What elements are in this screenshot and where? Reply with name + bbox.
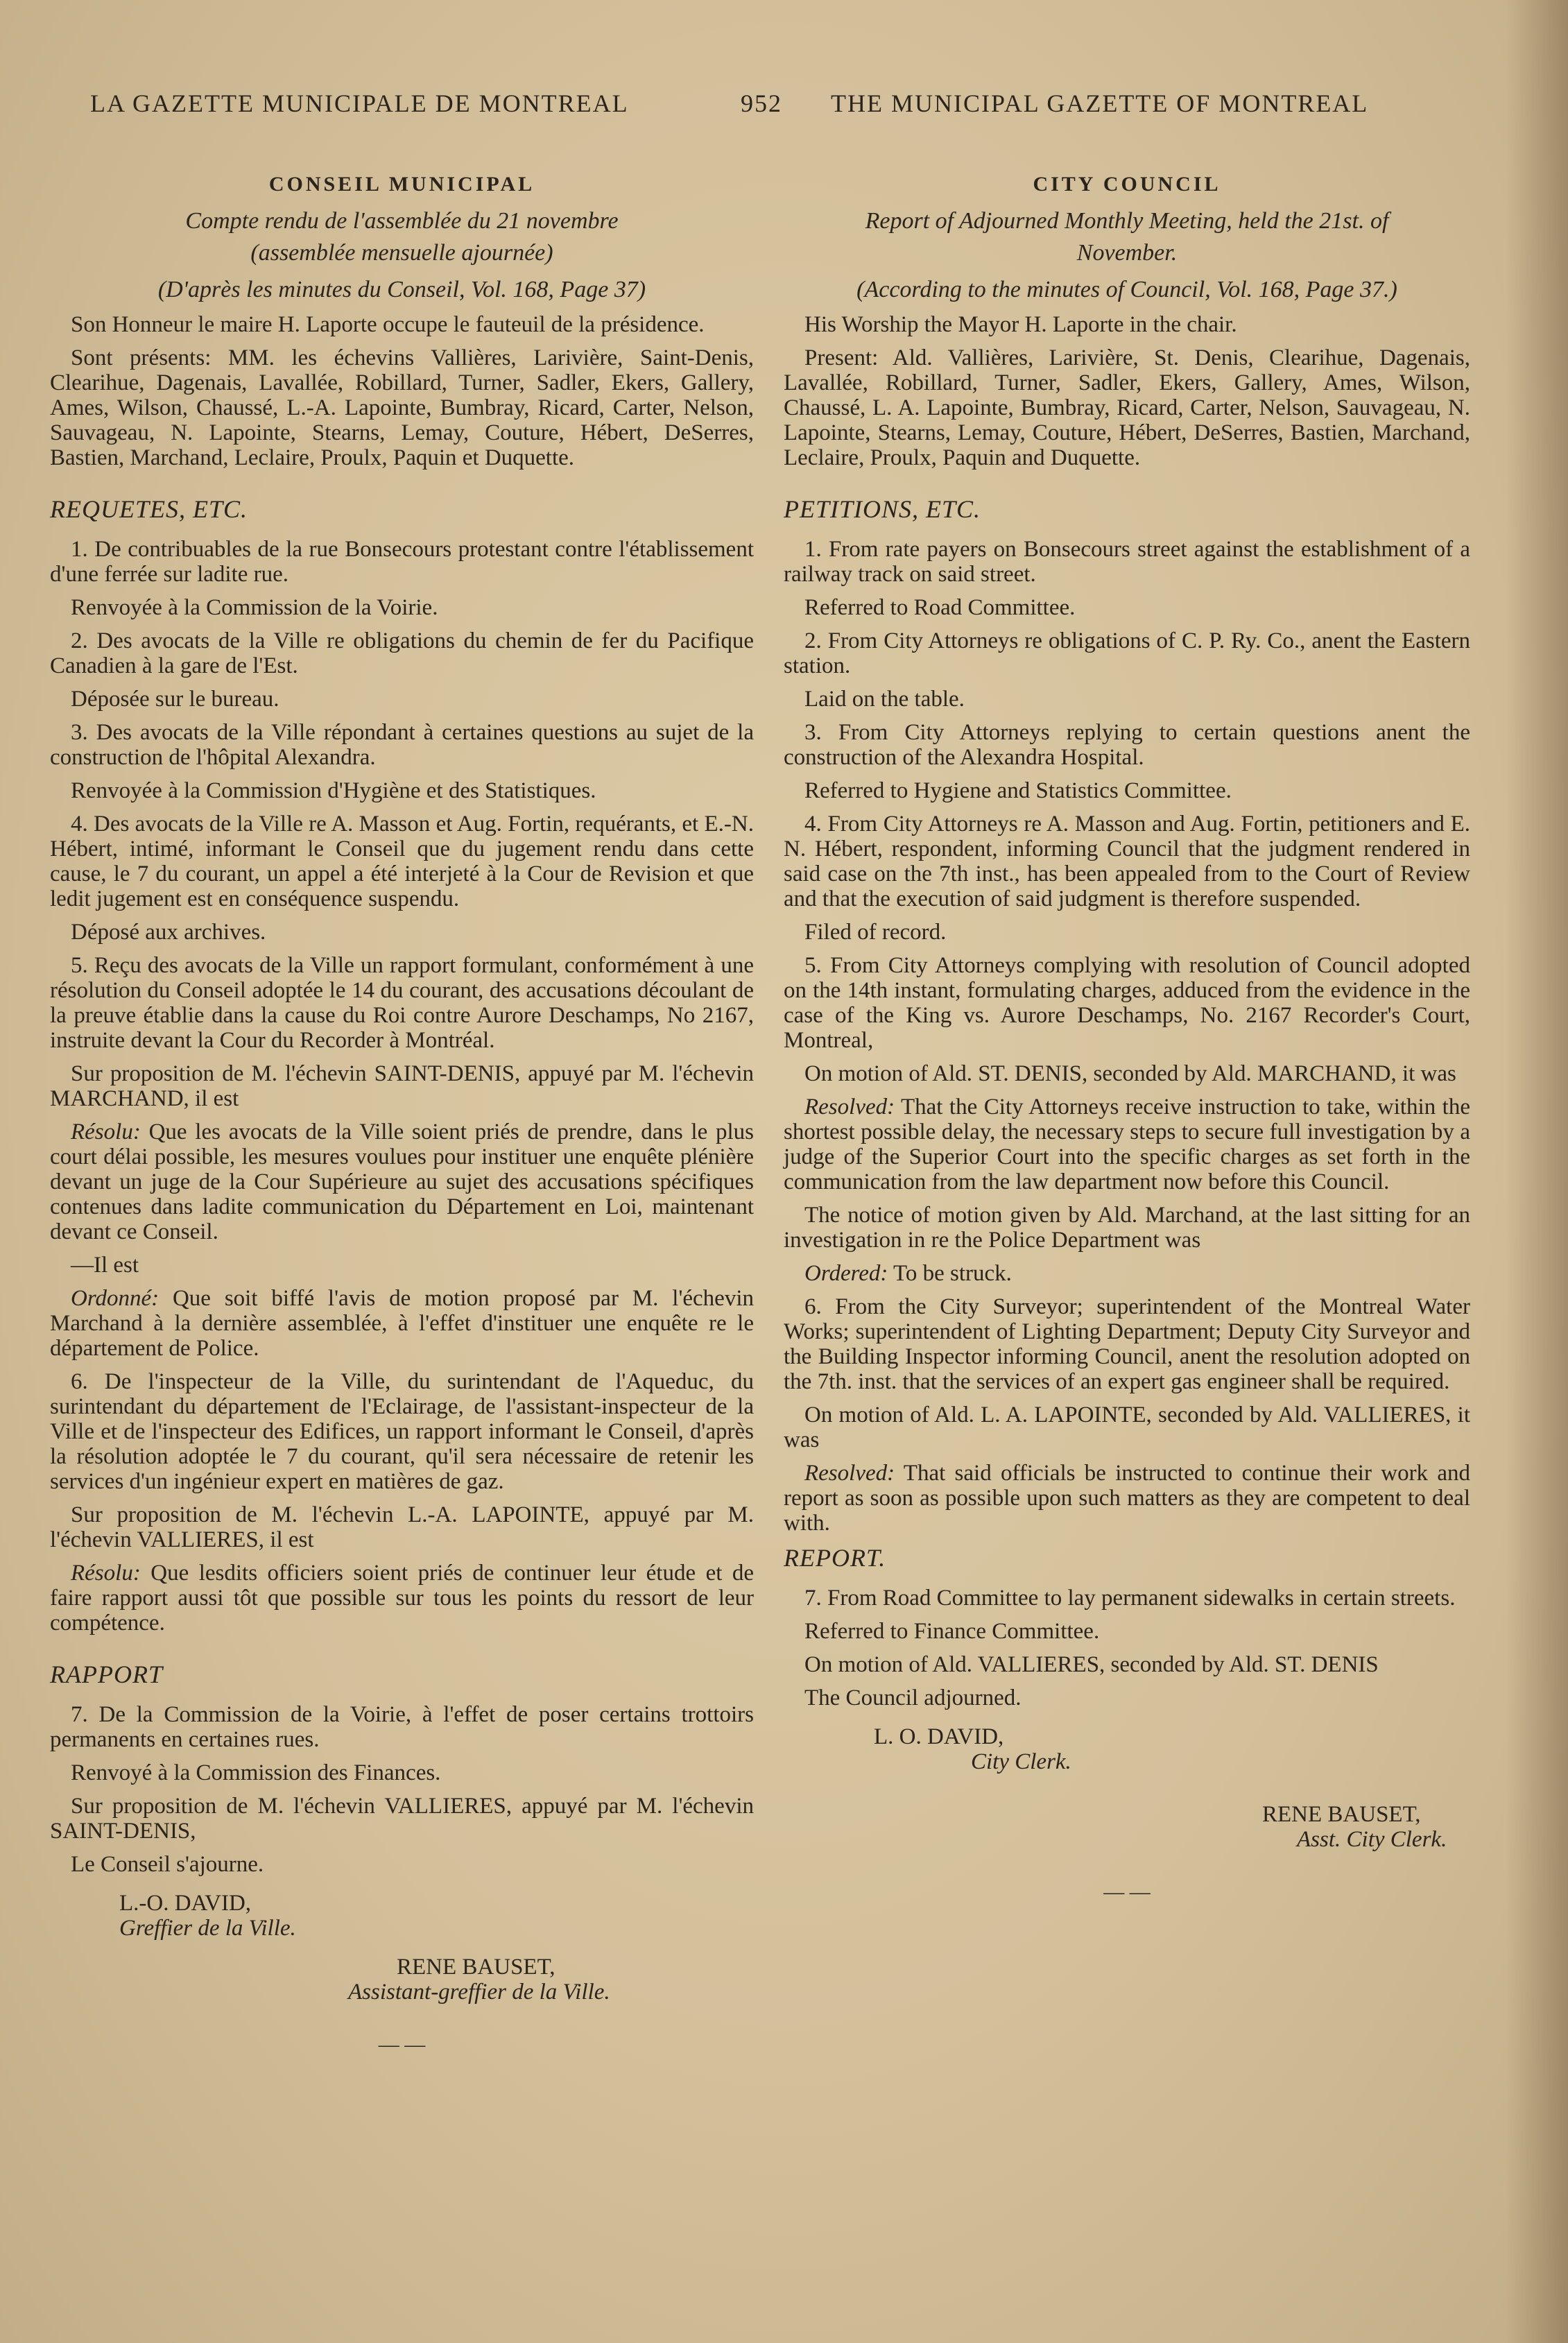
en-end-rule: — —	[1103, 1880, 1151, 1903]
en-council-title: CITY COUNCIL	[1033, 173, 1221, 196]
en-subtitle-2: November.	[1076, 240, 1178, 266]
fr-ordonne-label: Ordonné:	[71, 1286, 160, 1311]
fr-resolu-text-2: Que lesdits officiers soient priés de continuer leur étude et de faire rapport aussi tôt que possible sur tous les points du ressort de leur compétence.	[50, 1561, 754, 1636]
fr-signature-2-name: RENE BAUSET,	[397, 1955, 555, 1980]
fr-subtitle: Compte rendu de l'assemblée du 21 novembre	[185, 208, 619, 234]
en-item-5-resolution	[784, 1095, 1470, 1194]
en-signature-1-title: City Clerk.	[971, 1749, 1071, 1774]
page-edge-shadow	[1506, 0, 1568, 2343]
fr-adjourn: Le Conseil s'ajourne.	[71, 1852, 264, 1877]
en-item-6-motion: On motion of Ald. L. A. LAPOINTE, seconded by Ald. VALLIERES, it was	[784, 1402, 1470, 1452]
fr-item-4-action: Déposé aux archives.	[71, 920, 266, 945]
en-resolved-text-2: That said officials be instructed to continue their work and report as soon as possible upon such matters as they are competent to deal with.	[784, 1461, 1470, 1536]
en-item-7-motion: On motion of Ald. VALLIERES, seconded by Ald. ST. DENIS	[804, 1652, 1379, 1677]
en-present-list: Ald. Vallières, Larivière, St. Denis, Clearihue, Dagenais, Lavallée, Robillard, Turner, Sadler, Ekers, Gallery, Ames, Wilson, Chaussé, L. A. Lapointe, Bumbray, Ricard, Carter, Nelson, Sauvageau, N. Lapointe, Stearns, Lemay, Couture, Hébert, DeSerres, Bastien, Marchand, Leclaire, Proulx, Paquin and Duquette.	[784, 345, 1470, 470]
fr-signature-1-title: Greffier de la Ville.	[119, 1916, 296, 1941]
en-signature-1-name: L. O. DAVID,	[874, 1724, 1004, 1749]
en-section-report: REPORT.	[784, 1544, 886, 1572]
en-adjourn: The Council adjourned.	[804, 1685, 1022, 1710]
en-resolved-text: That the City Attorneys receive instruction to take, within the shortest possible delay, the necessary steps to secure full investigation by a judge of the Superior Court into the specific charges as set forth in the communication from the law department now before this Council.	[784, 1095, 1470, 1194]
en-ordered-text: To be struck.	[893, 1261, 1012, 1286]
en-item-3: 3. From City Attorneys replying to certain questions anent the construction of the Alexandra Hospital.	[784, 720, 1470, 770]
fr-item-1: 1. De contribuables de la rue Bonsecours protestant contre l'établissement d'une ferrée sur ladite rue.	[50, 537, 754, 587]
fr-il-est: —Il est	[71, 1253, 139, 1278]
fr-item-5: 5. Reçu des avocats de la Ville un rapport formulant, conformément à une résolution du Conseil adoptée le 14 du courant, des accusations découlant de la preuve établie dans la cause du Roi contre Aurore Deschamps, No 2167, instruite devant la Cour du Recorder à Montréal.	[50, 953, 754, 1053]
en-resolved-label: Resolved:	[804, 1095, 895, 1119]
page-number: 952	[741, 89, 782, 117]
fr-item-1-action: Renvoyée à la Commission de la Voirie.	[71, 595, 438, 620]
fr-signature-2-title: Assistant-greffier de la Ville.	[348, 1980, 610, 2005]
en-item-5-motion: On motion of Ald. ST. DENIS, seconded by Ald. MARCHAND, it was	[804, 1061, 1456, 1086]
fr-resolu-label-2: Résolu:	[71, 1561, 141, 1586]
en-section-petitions: PETITIONS, ETC.	[784, 495, 981, 523]
en-item-5: 5. From City Attorneys complying with resolution of Council adopted on the 14th instant, formulating charges, adduced from the evidence in the case of the King vs. Aurore Deschamps, No. 2167 Recorder's Court, Montreal,	[784, 953, 1470, 1053]
fr-ordonne	[50, 1286, 754, 1361]
fr-signature-1-name: L.-O. DAVID,	[119, 1891, 252, 1916]
en-item-7: 7. From Road Committee to lay permanent sidewalks in certain streets.	[804, 1586, 1456, 1611]
en-item-7-action: Referred to Finance Committee.	[804, 1619, 1100, 1644]
en-item-1: 1. From rate payers on Bonsecours street against the establishment of a railway track on said street.	[784, 537, 1470, 587]
en-subtitle: Report of Adjourned Monthly Meeting, held the 21st. of	[865, 208, 1389, 234]
en-item-4: 4. From City Attorneys re A. Masson and Aug. Fortin, petitioners and E. N. Hébert, respondent, informing Council that the judgment rendered in said case on the 7th inst., has been appealed from to the Court of Review and that the execution of said judgment is therefore suspended.	[784, 812, 1470, 911]
fr-ordonne-text: Que soit biffé l'avis de motion proposé par M. l'échevin Marchand à la dernière assemblée, à l'effet d'instituer une enquête re le département de Police.	[50, 1286, 754, 1361]
fr-section-rapport: RAPPORT	[50, 1660, 163, 1688]
fr-item-3: 3. Des avocats de la Ville répondant à certaines questions au sujet de la construction de l'hôpital Alexandra.	[50, 720, 754, 770]
fr-item-2-action: Déposée sur le bureau.	[71, 687, 279, 712]
fr-item-3-action: Renvoyée à la Commission d'Hygiène et des Statistiques.	[71, 778, 596, 803]
en-present-label: Present:	[804, 345, 879, 370]
en-present	[784, 345, 1470, 470]
fr-item-6-resolution	[50, 1561, 754, 1636]
en-resolved-label-2: Resolved:	[804, 1461, 895, 1486]
en-item-4-action: Filed of record.	[804, 920, 947, 945]
en-item-6: 6. From the City Surveyor; superintendent of the Montreal Water Works; superintendent of Lighting Department; Deputy City Surveyor and the Building Inspector informing Council, anent the resolution adopted on the 7th. inst. that the services of an expert gas engineer shall be required.	[784, 1294, 1470, 1394]
fr-resolu-text: Que les avocats de la Ville soient priés de prendre, dans le plus court délai possible, les mesures voulues pour instituer une enquête plénière devant un juge de la Cour Supérieure au sujet des accusations spécifiques contenues dans ladite communication du Département en Loi, maintenant devant ce Conseil.	[50, 1119, 755, 1244]
fr-item-7-action: Renvoyé à la Commission des Finances.	[71, 1760, 441, 1785]
fr-item-2: 2. Des avocats de la Ville re obligations du chemin de fer du Pacifique Canadien à la gare de l'Est.	[50, 628, 754, 678]
fr-item-5-resolution	[50, 1119, 754, 1244]
en-signature-2-title: Asst. City Clerk.	[1297, 1827, 1447, 1852]
en-source-note: (According to the minutes of Council, Vol. 168, Page 37.)	[856, 277, 1397, 302]
fr-council-title: CONSEIL MUNICIPAL	[268, 173, 535, 196]
en-signature-2-name: RENE BAUSET,	[1262, 1802, 1421, 1827]
fr-subtitle-2: (assemblée mensuelle ajournée)	[250, 240, 553, 266]
en-item-1-action: Referred to Road Committee.	[804, 595, 1076, 620]
fr-end-rule: — —	[378, 2033, 426, 2056]
en-item-2: 2. From City Attorneys re obligations of C. P. Ry. Co., anent the Eastern station.	[784, 628, 1470, 678]
fr-item-5-motion: Sur proposition de M. l'échevin SAINT-DENIS, appuyé par M. l'échevin MARCHAND, il est	[50, 1061, 754, 1111]
fr-item-6-motion: Sur proposition de M. l'échevin L.-A. LAPOINTE, appuyé par M. l'échevin VALLIERES, il est	[50, 1502, 754, 1552]
header-french-title: LA GAZETTE MUNICIPALE DE MONTREAL	[90, 89, 629, 117]
fr-source-note: (D'après les minutes du Conseil, Vol. 168, Page 37)	[157, 277, 646, 302]
fr-presents: Sont présents: MM. les échevins Vallières, Larivière, Saint-Denis, Clearihue, Dagenais, Lavallée, Robillard, Turner, Sadler, Ekers, Gallery, Ames, Wilson, Chaussé, L.-A. Lapointe, Bumbray, Ricard, Carter, Nelson, Sauvageau, N. Lapointe, Stearns, Lemay, Couture, Hébert, DeSerres, Bastien, Marchand, Leclaire, Proulx, Paquin et Duquette.	[50, 345, 754, 470]
header-english-title: THE MUNICIPAL GAZETTE OF MONTREAL	[831, 89, 1369, 117]
fr-item-6: 6. De l'inspecteur de la Ville, du surintendant de l'Aqueduc, du surintendant du département de l'Eclairage, de l'assistant-inspecteur de la Ville et de l'inspecteur des Edifices, un rapport informant le Conseil, d'après la résolution adoptée le 7 du courant, qu'il sera nécessaire de retenir les services d'un ingénieur expert en matières de gaz.	[50, 1369, 754, 1494]
fr-item-7-motion: Sur proposition de M. l'échevin VALLIERES, appuyé par M. l'échevin SAINT-DENIS,	[50, 1794, 754, 1844]
fr-resolu-label: Résolu:	[71, 1119, 141, 1144]
english-column	[784, 172, 1470, 1905]
en-chair: His Worship the Mayor H. Laporte in the chair.	[804, 312, 1237, 337]
en-item-2-action: Laid on the table.	[804, 687, 965, 712]
en-item-3-action: Referred to Hygiene and Statistics Committee.	[804, 778, 1232, 803]
en-ordered-label: Ordered:	[804, 1261, 888, 1286]
fr-section-requetes: REQUETES, ETC.	[50, 495, 248, 523]
fr-presidence: Son Honneur le maire H. Laporte occupe le fauteuil de la présidence.	[71, 312, 705, 337]
en-ordered	[784, 1261, 1470, 1286]
fr-item-4: 4. Des avocats de la Ville re A. Masson et Aug. Fortin, requérants, et E.-N. Hébert, intimé, informant le Conseil que du jugement rendu dans cette cause, le 7 du courant, un appel a été interjeté à la Cour de Revision et que ledit jugement est en conséquence suspendu.	[50, 812, 754, 911]
french-column	[50, 172, 754, 2057]
en-item-5-notice: The notice of motion given by Ald. Marchand, at the last sitting for an investigation in re the Police Department was	[784, 1203, 1470, 1253]
fr-item-7: 7. De la Commission de la Voirie, à l'effet de poser certains trottoirs permanents en certaines rues.	[50, 1702, 754, 1752]
en-item-6-resolution	[784, 1461, 1470, 1536]
